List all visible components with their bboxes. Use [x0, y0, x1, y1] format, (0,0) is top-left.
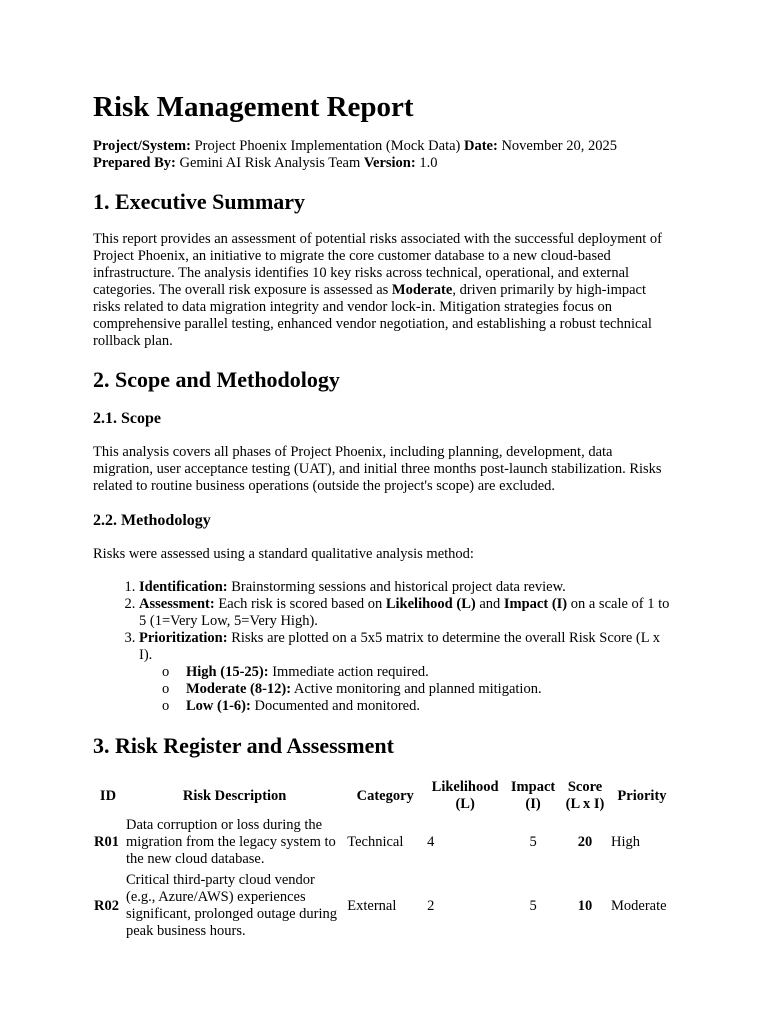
report-title: Risk Management Report [93, 91, 414, 123]
likelihood-term: Likelihood (L) [385, 596, 476, 612]
executive-summary-heading: 1. Executive Summary [93, 189, 306, 214]
step-label: Prioritization: [139, 630, 228, 646]
step-text: on a scale of 1 to 5 (1=Very Low, 5=Very High). [139, 596, 670, 629]
priority-levels [139, 664, 676, 715]
prepared-by-value: Gemini AI Risk Analysis Team [179, 155, 361, 171]
risk-category: Technical [347, 834, 404, 850]
step-text: Brainstorming sessions and historical project data review. [227, 579, 566, 595]
column-header-category: Category [356, 787, 414, 804]
methodology-intro: Risks were assessed using a standard qualitative analysis method: [93, 546, 474, 562]
table-header-row [93, 778, 674, 814]
risk-description: Critical third-party cloud vendor (e.g., Azure/AWS) experiences significant, prolonged outage during peak business hours. [125, 872, 337, 939]
column-header-priority: Priority [617, 787, 667, 804]
version-value: 1.0 [419, 155, 438, 171]
step-text: and [475, 596, 504, 612]
summary-risk-level: Moderate [391, 282, 453, 298]
level-text: Active monitoring and planned mitigation. [291, 681, 542, 697]
risk-likelihood: 2 [427, 897, 435, 914]
level-label: High (15-25): [186, 664, 269, 680]
level-label: Low (1-6): [186, 698, 251, 714]
scope-text: This analysis covers all phases of Project Phoenix, including planning, development, data migration, user acceptance testing (UAT), and initial three months post-launch stabilization. Risks related to routine business operations (outside the project's scope) are excluded. [93, 444, 662, 494]
report-metadata [93, 138, 676, 172]
level-text: Immediate action required. [268, 664, 429, 680]
summary-text-part: , driven primarily by high-impact risks related to data migration integrity and vendor lock-in. Mitigation strategies focus on comprehensive parallel testing, enhanced vendor negotiation, and establishing a robust technical rollback plan. [93, 282, 652, 349]
methodology-step [139, 596, 676, 630]
priority-level [186, 664, 676, 681]
risk-priority: Moderate [610, 897, 667, 914]
risk-register-heading: 3. Risk Register and Assessment [93, 733, 394, 758]
risk-id: R01 [94, 834, 119, 850]
column-header-impact: Impact (I) [510, 779, 556, 812]
step-text: Each risk is scored based on [214, 596, 386, 612]
date-value: November 20, 2025 [501, 138, 618, 154]
prepared-by-label: Prepared By: [93, 155, 176, 171]
scope-heading: 2.1. Scope [93, 410, 161, 427]
step-label: Assessment: [139, 596, 215, 612]
project-label: Project/System: [93, 138, 191, 154]
risk-register-table [91, 776, 676, 943]
risk-id: R02 [94, 897, 119, 914]
column-header-id: ID [99, 787, 117, 804]
level-label: Moderate (8-12): [186, 681, 292, 697]
column-header-likelihood: Likelihood (L) [431, 779, 499, 812]
methodology-step [139, 579, 676, 596]
scope-methodology-heading: 2. Scope and Methodology [93, 367, 340, 392]
methodology-heading: 2.2. Methodology [93, 512, 211, 529]
project-value: Project Phoenix Implementation (Mock Data) [194, 138, 461, 154]
risk-impact: 5 [529, 897, 537, 914]
step-label: Identification: [139, 579, 228, 595]
column-header-score: Score (L x I) [565, 779, 605, 812]
risk-score: 20 [577, 834, 593, 850]
summary-text-part: This report provides an assessment of potential risks associated with the successful deployment of Project Phoenix, an initiative to migrate the core customer database to a new cloud-based infrastructure. The analysis identifies 10 key risks across technical, operational, and external categories. The overall risk exposure is assessed as [93, 231, 662, 298]
risk-impact: 5 [529, 834, 537, 850]
risk-likelihood: 4 [427, 834, 435, 850]
risk-score: 10 [577, 897, 593, 914]
date-label: Date: [463, 138, 498, 154]
executive-summary-text [93, 231, 676, 350]
priority-level [186, 698, 676, 715]
methodology-steps [93, 579, 676, 715]
table-row [93, 871, 674, 941]
risk-category: External [347, 897, 397, 914]
level-text: Documented and monitored. [250, 698, 420, 714]
methodology-step [139, 630, 676, 715]
priority-level [186, 681, 676, 698]
version-label: Version: [363, 155, 416, 171]
impact-term: Impact (I) [503, 596, 568, 612]
column-header-description: Risk Description [182, 787, 287, 804]
step-text: Risks are plotted on a 5x5 matrix to determine the overall Risk Score (L x I). [139, 630, 660, 663]
risk-description: Data corruption or loss during the migration from the legacy system to the new cloud database. [125, 817, 336, 867]
risk-priority: High [610, 834, 640, 850]
table-row [93, 816, 674, 869]
